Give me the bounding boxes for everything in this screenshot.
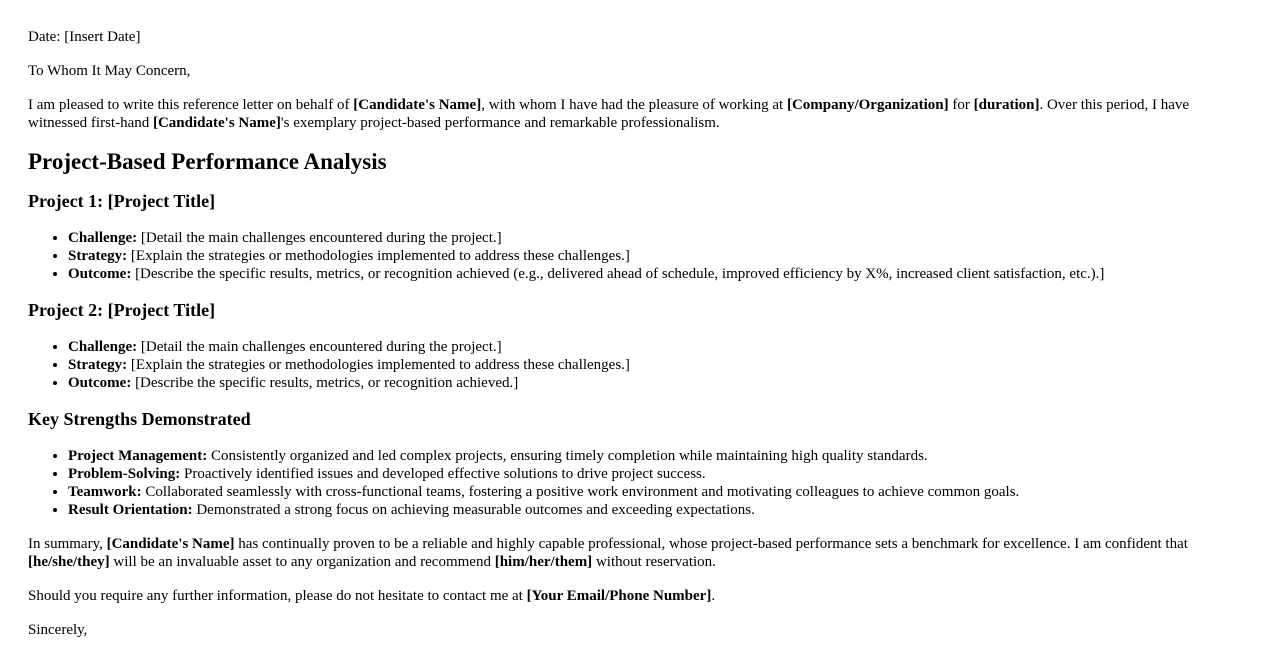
summary-paragraph <box>28 535 1250 571</box>
item-label: Strategy: <box>68 357 128 373</box>
candidate-name-placeholder: [Candidate's Name] <box>152 115 281 131</box>
candidate-name-placeholder: [Candidate's Name] <box>353 97 482 113</box>
list-item <box>68 501 1250 519</box>
item-text: Consistently organized and led complex projects, ensuring timely completion while maintaining high quality standards. <box>207 448 928 464</box>
strengths-heading: Key Strengths Demonstrated <box>28 409 251 429</box>
intro-text-2: , with whom I have had the pleasure of working at <box>481 97 787 113</box>
intro-text-3: for <box>948 97 974 113</box>
item-label: Outcome: <box>68 266 132 282</box>
pronoun-placeholder: [he/she/they] <box>28 554 110 570</box>
project-1-list <box>28 229 1250 283</box>
item-label: Strategy: <box>68 248 128 264</box>
item-text: [Explain the strategies or methodologies implemented to address these challenges.] <box>127 357 630 373</box>
item-label: Project Management: <box>68 448 208 464</box>
item-label: Challenge: <box>68 339 138 355</box>
item-text: Demonstrated a strong focus on achieving measurable outcomes and exceeding expectations. <box>192 502 755 518</box>
list-item <box>68 374 1250 392</box>
project-2-list <box>28 338 1250 392</box>
candidate-name-placeholder: [Candidate's Name] <box>106 536 235 552</box>
list-item <box>68 483 1250 501</box>
intro-text-4: . Over this period, I have witnessed first-hand <box>28 97 1190 131</box>
item-label: Result Orientation: <box>68 502 193 518</box>
summary-text-4: without reservation. <box>592 554 716 570</box>
item-label: Problem-Solving: <box>68 466 181 482</box>
summary-text-3: will be an invaluable asset to any organization and recommend <box>109 554 495 570</box>
contact-text-2: . <box>711 588 716 604</box>
summary-text-2: has continually proven to be a reliable and highly capable professional, whose project-based performance sets a benchmark for excellence. I am confident that <box>234 536 1188 552</box>
list-item <box>68 265 1250 283</box>
item-text: [Explain the strategies or methodologies implemented to address these challenges.] <box>127 248 630 264</box>
contact-placeholder: [Your Email/Phone Number] <box>526 588 712 604</box>
duration-placeholder: [duration] <box>973 97 1040 113</box>
summary-text-1: In summary, <box>28 536 107 552</box>
intro-text-5: 's exemplary project-based performance and remarkable professionalism. <box>280 115 720 131</box>
item-label: Teamwork: <box>68 484 142 500</box>
list-item <box>68 465 1250 483</box>
project-1-heading: Project 1: [Project Title] <box>28 191 216 211</box>
intro-text-1: I am pleased to write this reference letter on behalf of <box>28 97 354 113</box>
list-item <box>68 447 1250 465</box>
list-item <box>68 338 1250 356</box>
salutation: To Whom It May Concern, <box>28 63 191 79</box>
section-heading: Project-Based Performance Analysis <box>28 149 387 174</box>
list-item <box>68 356 1250 374</box>
item-text: Collaborated seamlessly with cross-functional teams, fostering a positive work environment and motivating colleagues to achieve common goals. <box>141 484 1020 500</box>
company-placeholder: [Company/Organization] <box>786 97 949 113</box>
project-2-heading: Project 2: [Project Title] <box>28 300 216 320</box>
contact-paragraph <box>28 587 1250 605</box>
strengths-list <box>28 447 1250 519</box>
list-item <box>68 247 1250 265</box>
item-text: [Describe the specific results, metrics, or recognition achieved.] <box>131 375 519 391</box>
item-label: Challenge: <box>68 230 138 246</box>
date-line: Date: [Insert Date] <box>28 29 141 45</box>
reference-letter <box>28 28 1250 655</box>
item-text: [Detail the main challenges encountered during the project.] <box>137 339 502 355</box>
object-pronoun-placeholder: [him/her/them] <box>494 554 593 570</box>
item-text: [Detail the main challenges encountered during the project.] <box>137 230 502 246</box>
item-text: Proactively identified issues and developed effective solutions to drive project success. <box>180 466 706 482</box>
item-label: Outcome: <box>68 375 132 391</box>
contact-text-1: Should you require any further information, please do not hesitate to contact me at <box>28 588 527 604</box>
list-item <box>68 229 1250 247</box>
closing: Sincerely, <box>28 622 88 638</box>
intro-paragraph <box>28 96 1250 132</box>
item-text: [Describe the specific results, metrics, or recognition achieved (e.g., delivered ahead of schedule, improved efficiency by X%, increased client satisfaction, etc.).] <box>131 266 1105 282</box>
